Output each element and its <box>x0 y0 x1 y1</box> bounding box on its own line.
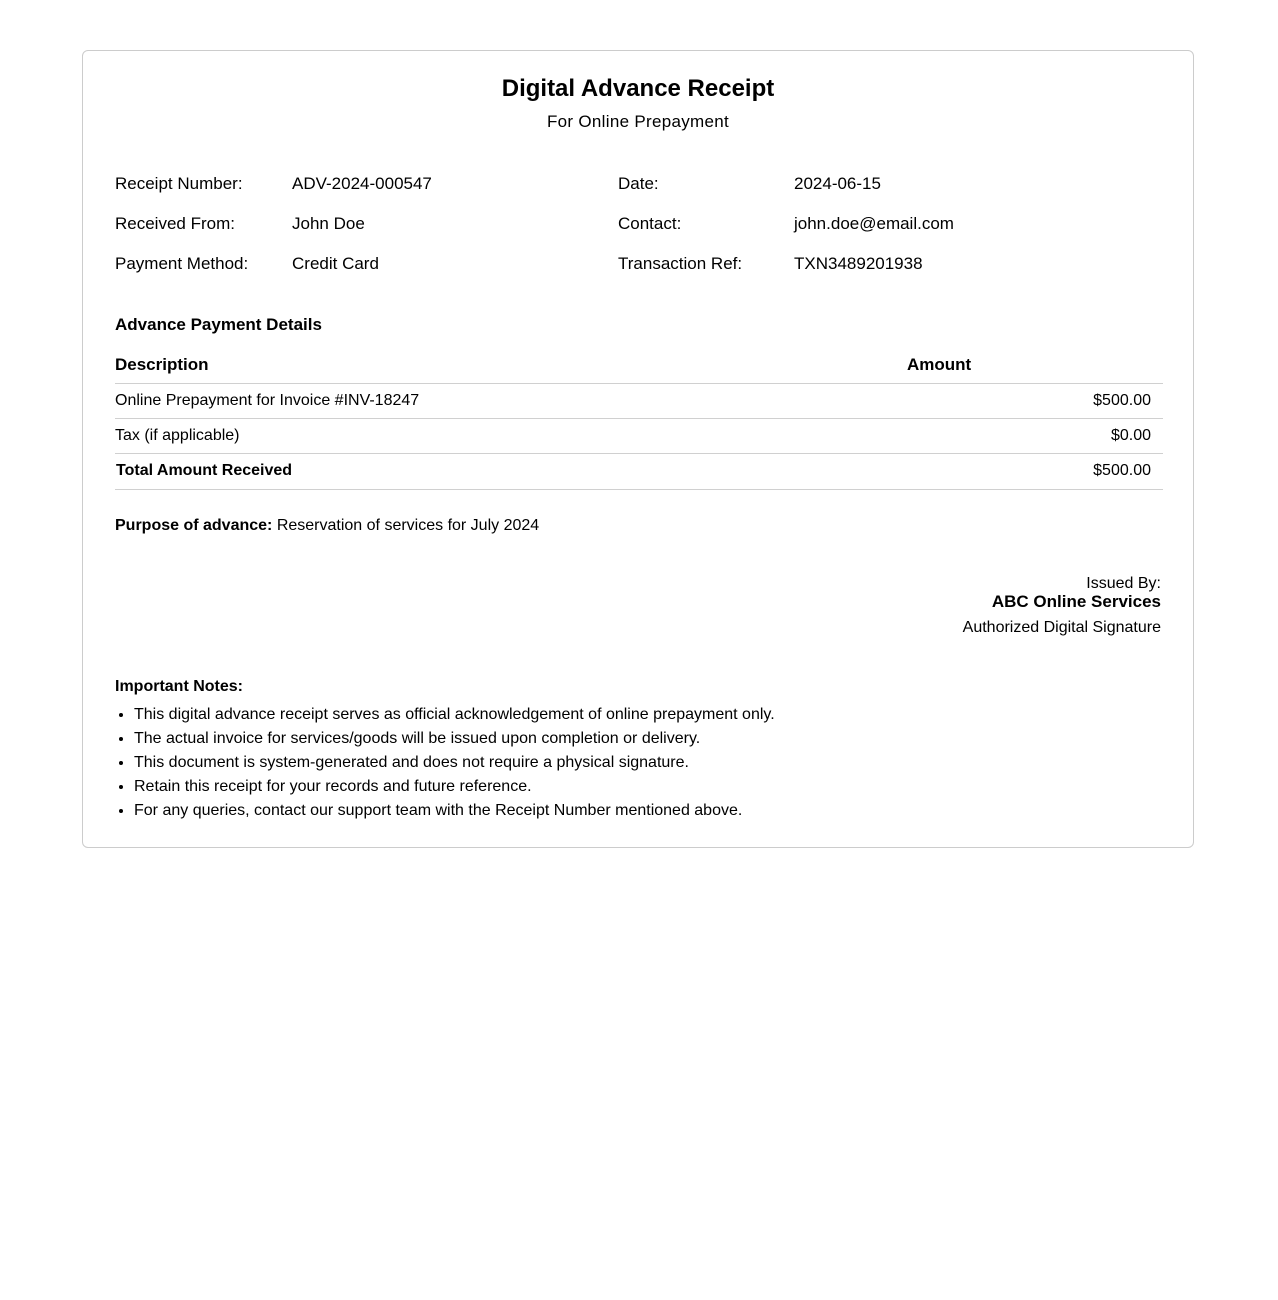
total-amount: $500.00 <box>1093 462 1151 479</box>
purpose-label: Purpose of advance: <box>115 517 273 534</box>
date-value: 2024-06-15 <box>794 174 881 193</box>
notes-list <box>115 703 775 823</box>
authorized-signature: Authorized Digital Signature <box>962 619 1161 636</box>
date-label: Date: <box>618 174 659 193</box>
row-description: Online Prepayment for Invoice #INV-18247 <box>115 392 420 409</box>
table-row <box>115 418 1163 454</box>
list-item: • This digital advance receipt serves as official acknowledgement of online prepayment only. <box>134 703 775 727</box>
receipt-subtitle: For Online Prepayment <box>546 112 730 131</box>
issuer-organization: ABC Online Services <box>991 592 1161 611</box>
list-item: • For any queries, contact our support team with the Receipt Number mentioned above. <box>134 799 775 823</box>
table-row-total <box>115 453 1163 490</box>
notes-title: Important Notes: <box>115 678 243 695</box>
contact-value: john.doe@email.com <box>794 214 954 233</box>
total-label: Total Amount Received <box>116 462 293 479</box>
details-section-title: Advance Payment Details <box>115 315 322 334</box>
column-header-description: Description <box>115 355 209 374</box>
payment-method-label: Payment Method: <box>115 254 249 273</box>
row-amount: $500.00 <box>1093 392 1151 409</box>
list-item: • The actual invoice for services/goods will be issued upon completion or delivery. <box>134 727 775 751</box>
receipt-number-label: Receipt Number: <box>115 174 243 193</box>
received-from-value: John Doe <box>292 214 365 233</box>
purpose-text: Reservation of services for July 2024 <box>276 517 540 534</box>
purpose-of-advance <box>115 517 539 535</box>
receipt-number-value: ADV-2024-000547 <box>292 174 432 193</box>
receipt-title: Digital Advance Receipt <box>501 75 775 102</box>
receipt-card <box>82 50 1194 848</box>
list-item: • Retain this receipt for your records and future reference. <box>134 775 775 799</box>
row-description: Tax (if applicable) <box>115 427 240 444</box>
row-amount: $0.00 <box>1110 427 1151 444</box>
table-row <box>115 383 1163 419</box>
issuer-block <box>963 575 1161 637</box>
column-header-amount: Amount <box>907 355 972 374</box>
issued-by-label: Issued By: <box>1086 575 1161 592</box>
transaction-ref-value: TXN3489201938 <box>794 254 923 273</box>
contact-label: Contact: <box>618 214 682 233</box>
received-from-label: Received From: <box>115 214 235 233</box>
list-item: • This document is system-generated and does not require a physical signature. <box>134 751 775 775</box>
transaction-ref-label: Transaction Ref: <box>618 254 743 273</box>
payment-method-value: Credit Card <box>292 254 379 273</box>
